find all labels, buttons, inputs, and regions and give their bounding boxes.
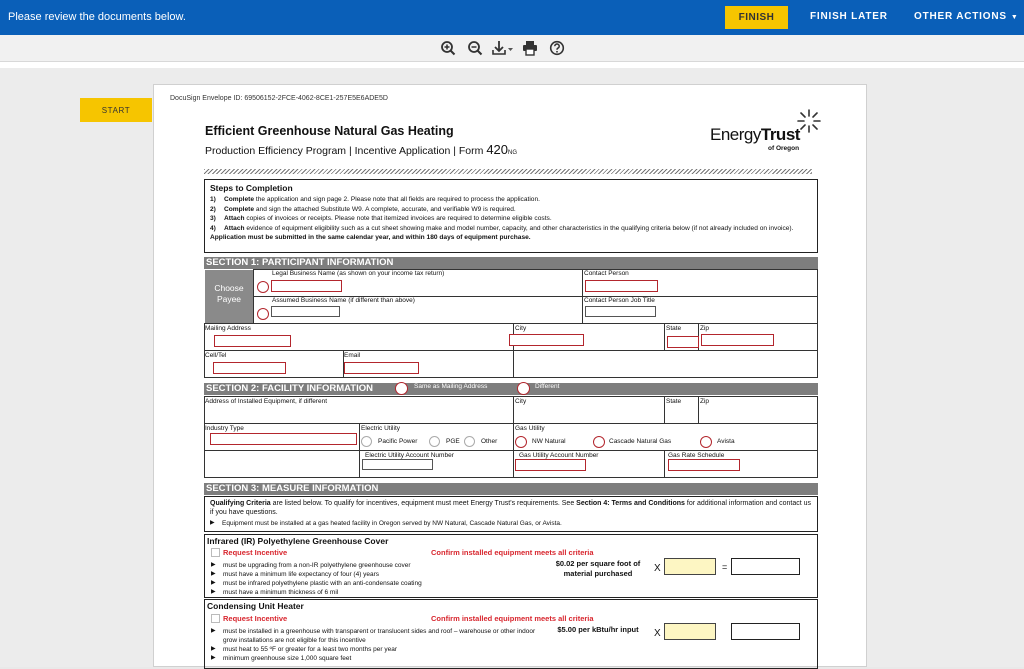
pge-radio[interactable] xyxy=(429,436,440,447)
criteria-text: must heat to 55 ºF or greater for a least two months per year xyxy=(223,646,397,653)
bullet-icon: ▶ xyxy=(210,520,215,526)
facility-city-label: City xyxy=(515,398,527,405)
incentive-rate: $5.00 per kBtu/hr input xyxy=(557,625,639,634)
step-bold: Complete xyxy=(224,196,255,203)
step-text xyxy=(224,224,812,234)
email-field[interactable] xyxy=(344,362,419,374)
email-label: Email xyxy=(344,352,361,359)
request-incentive-label: Request Incentive xyxy=(223,614,288,623)
measure-condensing-heater xyxy=(204,599,818,669)
bullet-icon: ▶ xyxy=(211,655,216,661)
avista-radio[interactable] xyxy=(700,436,712,448)
criteria-list xyxy=(211,627,551,663)
incentive-total-field[interactable] xyxy=(731,623,800,640)
step-text xyxy=(224,205,812,215)
start-button[interactable]: START xyxy=(80,98,152,122)
facility-zip-label: Zip xyxy=(700,398,710,405)
confirm-criteria-label: Confirm installed equipment meets all criteria xyxy=(431,614,594,623)
quantity-field[interactable] xyxy=(664,558,716,575)
other-label: Other xyxy=(481,438,498,445)
electric-utility-label: Electric Utility xyxy=(361,425,401,432)
criteria-item xyxy=(211,654,551,663)
facility-city-cell xyxy=(513,396,665,424)
qualifying-criteria-box xyxy=(204,496,818,532)
gas-rate-label: Gas Rate Schedule xyxy=(668,452,725,459)
multiply-sign: X xyxy=(654,628,661,639)
quantity-field[interactable] xyxy=(664,623,716,640)
top-bar xyxy=(0,0,1024,35)
step-bold: Attach xyxy=(224,215,245,223)
cell-tel-label: Cell/Tel xyxy=(205,352,227,359)
download-icon[interactable] xyxy=(492,40,516,56)
steps-footer: Application must be submitted in the same calendar year, and within 180 days of equipment purchase. xyxy=(210,234,531,242)
criteria-item xyxy=(211,570,551,579)
facility-zip-cell xyxy=(698,396,818,424)
avista-label: Avista xyxy=(717,438,735,445)
qualifying-criteria-text xyxy=(210,499,812,517)
energy-trust-logo xyxy=(710,123,820,163)
logo-subtext: of Oregon xyxy=(768,145,800,152)
multiply-sign: X xyxy=(654,563,661,574)
city-field[interactable] xyxy=(509,334,584,346)
step-row xyxy=(210,195,812,205)
industry-field[interactable] xyxy=(210,433,357,445)
print-icon[interactable] xyxy=(522,40,540,56)
steps-heading: Steps to Completion xyxy=(210,183,293,193)
criteria-text: minimum greenhouse size 1,000 square feet xyxy=(223,655,352,662)
equals-sign: = xyxy=(722,562,728,572)
electric-account-field[interactable] xyxy=(362,459,433,470)
gas-rate-field[interactable] xyxy=(668,459,740,471)
zoom-in-icon[interactable] xyxy=(440,40,458,56)
incentive-rate: $0.02 per square foot of material purchased xyxy=(555,559,641,578)
step-row xyxy=(210,205,812,215)
payee-legal-radio[interactable] xyxy=(257,281,269,293)
pacific-power-radio[interactable] xyxy=(361,436,372,447)
document-page xyxy=(153,84,867,667)
different-radio[interactable] xyxy=(517,382,530,395)
pge-label: PGE xyxy=(446,438,460,445)
contact-person-label: Contact Person xyxy=(584,270,629,277)
industry-label: Industry Type xyxy=(205,425,244,432)
contact-person-field[interactable] xyxy=(585,280,658,292)
step-number: 4) xyxy=(210,224,216,232)
request-incentive-label: Request Incentive xyxy=(223,548,288,557)
assumed-name-field[interactable] xyxy=(271,306,340,317)
pacific-power-label: Pacific Power xyxy=(378,438,418,445)
section3-header: SECTION 3: MEASURE INFORMATION xyxy=(204,483,818,495)
step-row xyxy=(210,214,812,224)
step-number: 1) xyxy=(210,196,216,203)
other-radio[interactable] xyxy=(464,436,475,447)
gas-utility-cell xyxy=(513,423,818,451)
gas-account-label: Gas Utility Account Number xyxy=(519,452,599,459)
criteria-text: must be infrared polyethylene plastic with an anti-condensate coating xyxy=(223,580,422,587)
criteria-text: must have a minimum thickness of 6 mil xyxy=(223,589,339,596)
request-incentive-checkbox[interactable] xyxy=(211,548,220,557)
qual-bullet xyxy=(210,519,812,528)
measure-title: Condensing Unit Heater xyxy=(207,601,304,611)
step-row xyxy=(210,224,812,234)
criteria-text: must have a minimum life expectancy of four (4) years xyxy=(223,571,380,578)
finish-button[interactable]: FINISH xyxy=(725,6,788,29)
criteria-item xyxy=(211,588,551,597)
criteria-item xyxy=(211,579,551,588)
zoom-out-icon[interactable] xyxy=(467,40,485,56)
criteria-text: must be upgrading from a non-IR polyethylene greenhouse cover xyxy=(223,562,411,569)
form-number: 420 xyxy=(486,142,509,157)
empty-cell xyxy=(513,350,818,378)
chevron-down-icon: ▼ xyxy=(1010,14,1019,21)
qual-bullet-text: Equipment must be installed at a gas heated facility in Oregon served by NW Natural, Cascade Natural Gas, or Avista. xyxy=(222,520,562,527)
step-bold: Complete xyxy=(224,205,255,213)
document-toolbar xyxy=(0,35,1024,62)
gas-account-field[interactable] xyxy=(515,459,586,471)
same-as-mailing-label: Same as Mailing Address xyxy=(414,383,488,390)
qual-body: are listed below. To qualify for incentives, equipment must meet Energy Trust's requirements. See xyxy=(270,500,577,507)
section2-header: SECTION 2: FACILITY INFORMATION xyxy=(204,383,818,395)
logo-wordmark xyxy=(710,125,800,145)
cell-tel-field[interactable] xyxy=(213,362,286,374)
step-body: and sign the attached Substitute W9. A complete, accurate, and verifiable W9 is required. xyxy=(254,205,516,213)
step-number: 3) xyxy=(210,215,216,223)
contact-title-field[interactable] xyxy=(585,306,656,317)
bullet-icon: ▶ xyxy=(211,589,216,595)
other-actions-label: OTHER ACTIONS xyxy=(914,11,1007,22)
form-suffix: NG xyxy=(508,150,518,156)
zip-label: Zip xyxy=(700,325,710,332)
assumed-name-label: Assumed Business Name (if different than above) xyxy=(272,297,415,304)
criteria-item xyxy=(211,645,551,654)
criteria-list xyxy=(211,561,551,597)
nw-natural-radio[interactable] xyxy=(515,436,527,448)
page-subtitle xyxy=(205,142,517,157)
bullet-icon: ▶ xyxy=(211,580,216,586)
step-body: evidence of equipment eligibility such as a cut sheet showing make and model number, capacity, and other characteristics in the qualifying criteria below (if not already included on invoice). xyxy=(244,224,794,232)
logo-word1: Energy xyxy=(710,125,761,144)
section1-header: SECTION 1: PARTICIPANT INFORMATION xyxy=(204,257,818,269)
envelope-id: DocuSign Envelope ID: 69506152-2FCE-4062-8CE1-257E5E6ADE5D xyxy=(170,95,388,102)
step-bold: Attach xyxy=(224,224,245,232)
confirm-criteria-label: Confirm installed equipment meets all criteria xyxy=(431,548,594,557)
payee-assumed-radio[interactable] xyxy=(257,308,269,320)
measure-title: Infrared (IR) Polyethylene Greenhouse Cover xyxy=(207,536,389,546)
contact-title-label: Contact Person Job Title xyxy=(584,297,655,304)
help-icon[interactable] xyxy=(549,40,567,56)
request-incentive-checkbox[interactable] xyxy=(211,614,220,623)
mailing-address-label: Mailing Address xyxy=(205,325,251,332)
electric-account-label: Electric Utility Account Number xyxy=(365,452,454,459)
nw-natural-label: NW Natural xyxy=(532,438,566,445)
different-label: Different xyxy=(535,383,560,390)
bullet-icon: ▶ xyxy=(211,571,216,577)
step-number: 2) xyxy=(210,205,216,213)
gas-utility-label: Gas Utility xyxy=(515,425,545,432)
step-text xyxy=(224,195,812,205)
empty-cell xyxy=(204,450,360,478)
criteria-text: must be installed in a greenhouse with transparent or translucent sides and roof – warehouse or other indoor grow installations are not eligible for this incentive xyxy=(223,628,536,644)
bullet-icon: ▶ xyxy=(211,628,216,634)
same-as-mailing-radio[interactable] xyxy=(395,382,408,395)
zip-field[interactable] xyxy=(701,334,774,346)
qual-body2: for additional information and contact us if you have questions. xyxy=(210,500,812,516)
logo-burst-icon xyxy=(796,108,822,134)
measure-ir-cover xyxy=(204,534,818,598)
steps-box xyxy=(204,179,818,253)
bullet-icon: ▶ xyxy=(211,646,216,652)
review-message: Please review the documents below. xyxy=(8,11,186,23)
choose-payee-label: Choose Payee xyxy=(205,270,253,323)
state-field[interactable] xyxy=(667,336,699,348)
finish-later-button[interactable]: FINISH LATER xyxy=(810,11,888,22)
step-text xyxy=(224,214,812,224)
mailing-address-field[interactable] xyxy=(214,335,291,347)
decorative-divider xyxy=(204,169,812,174)
bullet-icon: ▶ xyxy=(211,562,216,568)
cascade-label: Cascade Natural Gas xyxy=(609,438,672,445)
cascade-radio[interactable] xyxy=(593,436,605,448)
installed-address-label: Address of Installed Equipment, if different xyxy=(205,398,328,405)
qual-bold2: Section 4: Terms and Conditions xyxy=(576,500,685,507)
step-body: the application and sign page 2. Please note that all fields are required to process the application. xyxy=(254,196,540,203)
logo-word2: Trust xyxy=(760,125,800,144)
state-label: State xyxy=(666,325,682,332)
facility-state-label: State xyxy=(666,398,682,405)
criteria-item xyxy=(211,561,551,570)
subtitle-text: Production Efficiency Program | Incentive Application | Form xyxy=(205,145,487,157)
criteria-item xyxy=(211,627,551,645)
page-title: Efficient Greenhouse Natural Gas Heating xyxy=(205,124,454,138)
legal-name-label: Legal Business Name (as shown on your income tax return) xyxy=(272,270,445,277)
step-body: copies of invoices or receipts. Please note that itemized invoices are required to determine eligible costs. xyxy=(244,215,552,223)
city-label: City xyxy=(515,325,527,332)
qual-bold: Qualifying Criteria xyxy=(210,500,271,507)
incentive-total-field[interactable] xyxy=(731,558,800,575)
other-actions-button[interactable] xyxy=(914,11,1019,22)
legal-name-field[interactable] xyxy=(271,280,342,292)
